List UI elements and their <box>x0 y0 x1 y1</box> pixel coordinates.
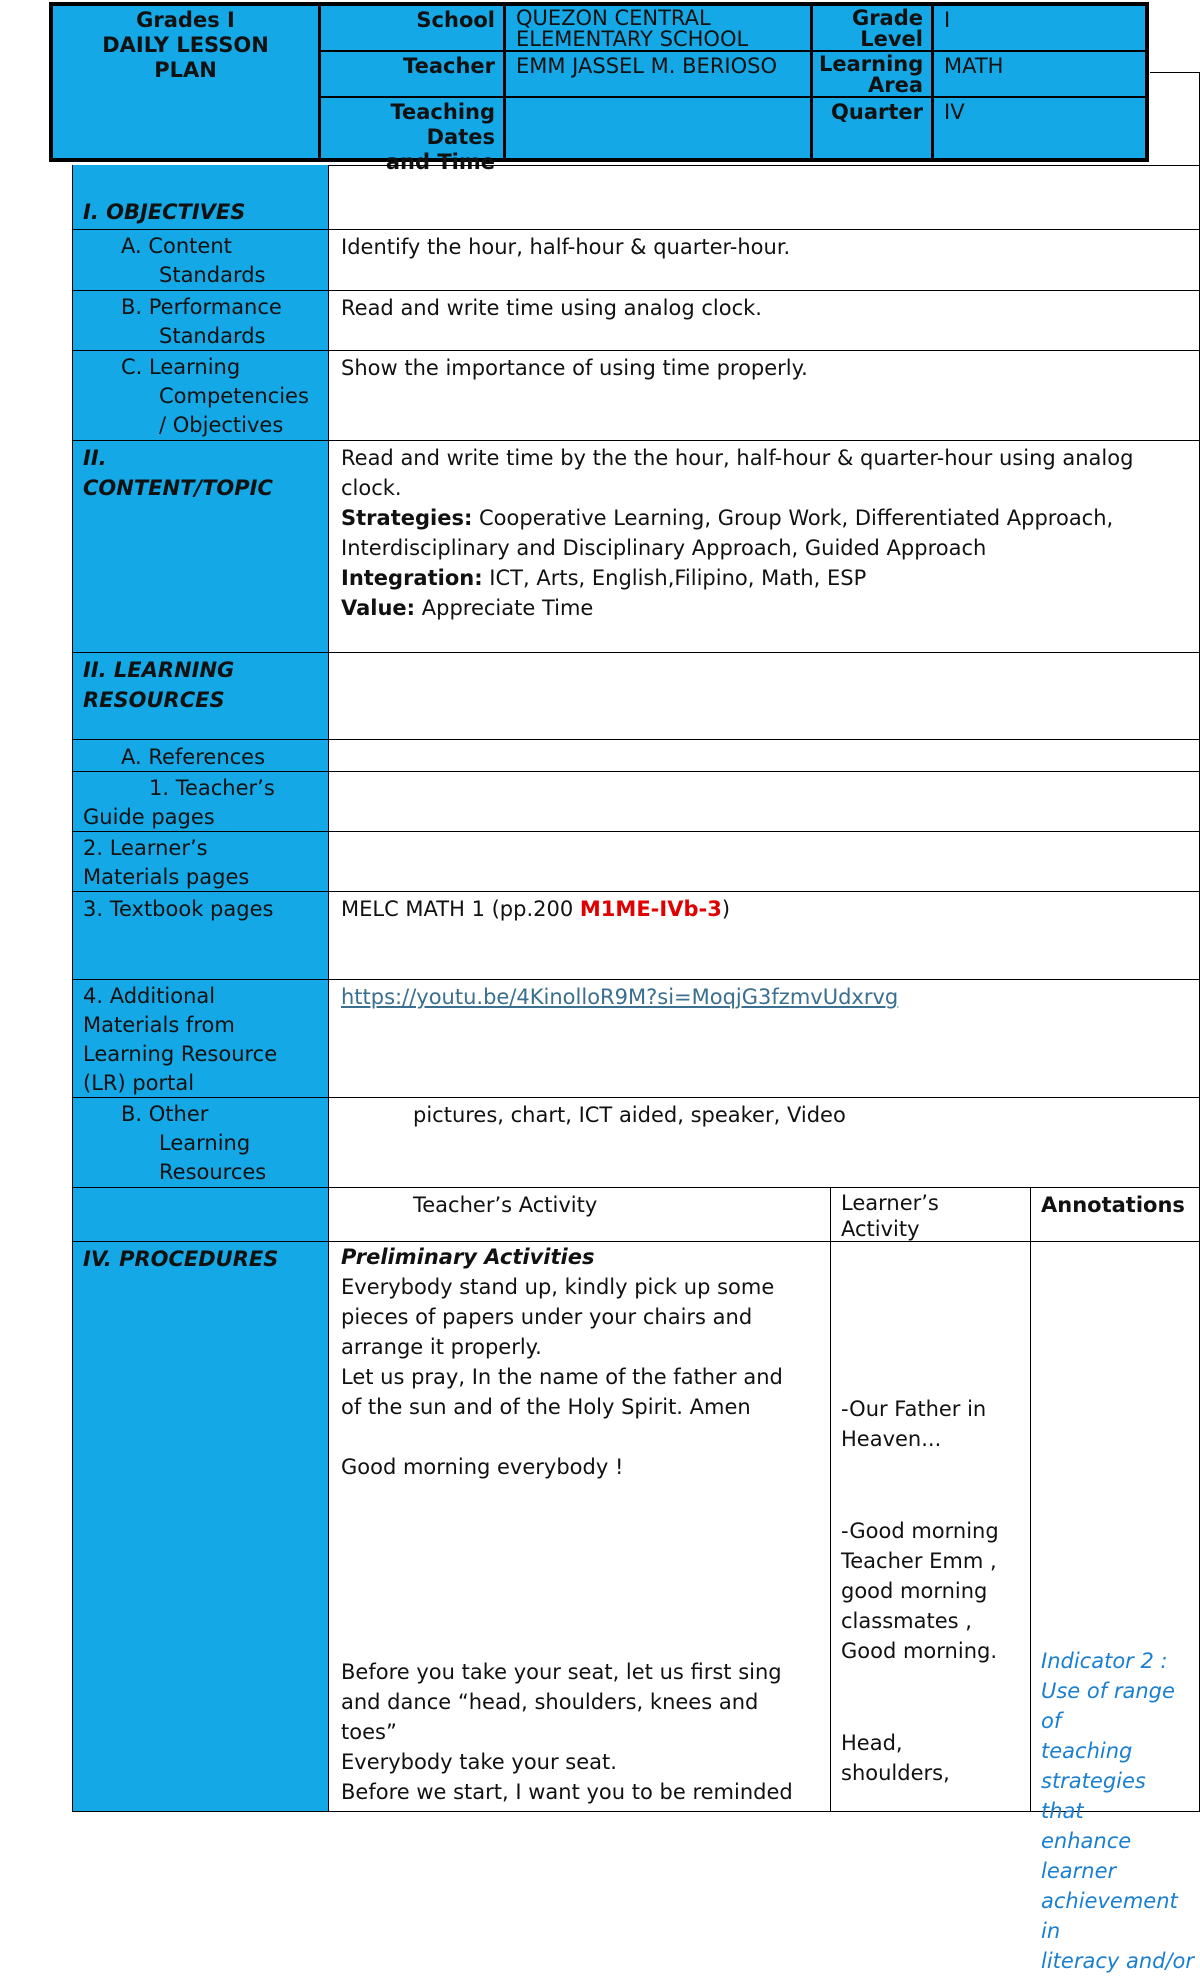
teacher-line-blank <box>341 1422 824 1452</box>
connector-line <box>1150 72 1200 73</box>
textbook-pages-label: 3. Textbook pages <box>72 892 328 980</box>
value-label: Value: <box>341 596 416 620</box>
school-value <box>503 6 810 50</box>
teachers-activity-body <box>328 1242 830 1812</box>
teachers-activity-header: Teacher’s Activity <box>328 1188 830 1242</box>
integration-label: Integration: <box>341 566 483 590</box>
objectives-empty-cell <box>328 165 1200 230</box>
area-label-line-2: Area <box>867 73 923 97</box>
content-standards-value: Identify the hour, half-hour & quarter-hour. <box>328 230 1200 291</box>
strategies-value-1: Cooperative Learning, Group Work, Differentiated Approach, <box>472 506 1114 530</box>
school-label: School <box>318 6 503 50</box>
textbook-code: M1ME-IVb-3 <box>579 897 722 921</box>
tg-label-line-1: 1. Teacher’s <box>149 776 275 800</box>
competencies-label-line-2: Competencies <box>159 384 309 408</box>
other-resources-label <box>72 1098 328 1188</box>
tg-label-line-2: Guide pages <box>83 805 215 829</box>
teacher-line: pieces of papers under your chairs and <box>341 1305 753 1329</box>
content-heading-line-1: II. <box>83 446 107 470</box>
learner-header-line-2: Activity <box>841 1217 920 1241</box>
teacher-value: EMM JASSEL M. BERIOSO <box>503 50 810 96</box>
learner-line: -Our Father in <box>841 1397 987 1421</box>
teacher-line: Good morning everybody ! <box>341 1455 624 1479</box>
strategies-label: Strategies: <box>341 506 473 530</box>
competencies-label <box>72 351 328 441</box>
additional-materials-value <box>328 980 1200 1098</box>
performance-label-line-2: Standards <box>159 324 266 348</box>
learning-area-label <box>810 50 931 96</box>
additional-label-line-2: Materials from <box>83 1013 235 1037</box>
competencies-value: Show the importance of using time properly. <box>328 351 1200 441</box>
preliminary-activities-title: Preliminary Activities <box>341 1245 595 1269</box>
teaching-dates-value <box>503 96 810 158</box>
learner-line: classmates , <box>841 1609 972 1633</box>
additional-materials-label <box>72 980 328 1098</box>
youtube-video-link[interactable]: https://youtu.be/4KinolloR9M?si=MoqjG3fzmvUdxrvg <box>341 985 899 1009</box>
learner-line: Good morning. <box>841 1639 998 1663</box>
teacher-line: Everybody take your seat. <box>341 1750 617 1774</box>
teacher-line: Before we start, I want you to be reminded <box>341 1780 793 1804</box>
annotation-line: teaching <box>1041 1739 1133 1763</box>
teacher-line: Before you take your seat, let us first sing <box>341 1660 782 1684</box>
textbook-suffix: ) <box>721 897 731 921</box>
learning-area-value: MATH <box>931 50 1145 96</box>
value-line <box>341 593 1193 623</box>
learning-resources-empty <box>328 653 1200 740</box>
quarter-value: IV <box>931 96 1145 158</box>
other-label-line-2: Learning <box>159 1131 251 1155</box>
teaching-dates-label <box>318 96 503 174</box>
performance-standards-value: Read and write time using analog clock. <box>328 291 1200 351</box>
title-line-1: Grades I <box>136 8 235 32</box>
annotations-body <box>1030 1242 1200 1973</box>
teacher-label: Teacher <box>318 50 503 96</box>
additional-label-line-4: (LR) portal <box>83 1071 195 1095</box>
learners-materials-empty <box>328 832 1200 892</box>
learner-line: good morning <box>841 1579 988 1603</box>
school-value-line-2: ELEMENTARY SCHOOL <box>516 27 749 51</box>
learner-line: Head, <box>841 1731 903 1755</box>
topic-line-2: clock. <box>341 476 402 500</box>
content-label-line-2: Standards <box>159 263 266 287</box>
title-line-3: PLAN <box>154 58 217 82</box>
teacher-line: and dance “head, shoulders, knees and <box>341 1690 759 1714</box>
teachers-guide-empty <box>328 772 1200 832</box>
learner-line: Teacher Emm , <box>841 1549 997 1573</box>
dates-label-line-1: Teaching Dates <box>390 100 495 149</box>
integration-line <box>341 563 1193 593</box>
additional-label-line-1: 4. Additional <box>83 984 216 1008</box>
area-label-line-1: Learning <box>819 52 924 76</box>
header-table <box>49 2 1149 174</box>
performance-standards-label <box>72 291 328 351</box>
performance-label-line-1: B. Performance <box>121 295 282 319</box>
references-label: A. References <box>72 740 328 772</box>
learners-activity-body <box>830 1242 1030 1812</box>
objectives-heading: I. OBJECTIVES <box>72 165 328 230</box>
lm-label-line-2: Materials pages <box>83 865 250 889</box>
grade-label-line-2: Level <box>860 27 923 51</box>
teacher-line: Everybody stand up, kindly pick up some <box>341 1275 775 1299</box>
strategies-line <box>341 503 1193 533</box>
textbook-pages-value <box>328 892 1200 980</box>
plan-title <box>53 6 318 158</box>
value-value: Appreciate Time <box>415 596 594 620</box>
resources-heading-line-2: RESOURCES <box>83 688 225 712</box>
annotation-line: literacy and/or <box>1041 1949 1195 1973</box>
lm-label-line-1: 2. Learner’s <box>83 836 208 860</box>
grade-level-value: I <box>931 6 1145 50</box>
annotation-line: strategies that <box>1041 1769 1146 1823</box>
references-empty <box>328 740 1200 772</box>
annotation-line: Indicator 2 : <box>1041 1649 1168 1673</box>
textbook-prefix: MELC MATH 1 (pp.200 <box>341 897 580 921</box>
procedures-heading: IV. PROCEDURES <box>72 1242 328 1812</box>
resources-heading-line-1: II. LEARNING <box>83 658 235 682</box>
school-value-line-1: QUEZON CENTRAL <box>516 6 711 30</box>
topic-line-1: Read and write time by the the hour, half-hour & quarter-hour using analog <box>341 446 1134 470</box>
learners-materials-label <box>72 832 328 892</box>
annotations-header: Annotations <box>1030 1188 1200 1242</box>
competencies-label-line-3: / Objectives <box>159 413 284 437</box>
content-heading-line-2: CONTENT/TOPIC <box>83 476 273 500</box>
competencies-label-line-1: C. Learning <box>121 355 241 379</box>
teacher-line: toes” <box>341 1720 397 1744</box>
strategies-value-2: Interdisciplinary and Disciplinary Approach, Guided Approach <box>341 536 987 560</box>
annotation-line: achievement in <box>1041 1889 1178 1943</box>
teacher-line: Let us pray, In the name of the father and <box>341 1365 783 1389</box>
content-standards-label <box>72 230 328 291</box>
other-resources-value: pictures, chart, ICT aided, speaker, Video <box>328 1098 1200 1188</box>
content-topic-value <box>328 441 1200 653</box>
teacher-line: of the sun and of the Holy Spirit. Amen <box>341 1395 751 1419</box>
annotation-line: Use of range of <box>1041 1679 1175 1733</box>
quarter-label: Quarter <box>810 96 931 158</box>
learner-header-line-1: Learner’s <box>841 1191 939 1215</box>
learners-activity-header <box>830 1188 1030 1242</box>
integration-value: ICT, Arts, English,Filipino, Math, ESP <box>482 566 867 590</box>
learner-line: Heaven... <box>841 1427 942 1451</box>
other-label-line-3: Resources <box>159 1160 267 1184</box>
additional-label-line-3: Learning Resource <box>83 1042 278 1066</box>
other-label-line-1: B. Other <box>121 1102 209 1126</box>
grade-label-line-1: Grade <box>851 6 923 30</box>
learning-resources-heading <box>72 653 328 740</box>
learner-line: -Good morning <box>841 1519 999 1543</box>
grade-level-label <box>810 6 931 50</box>
procedures-header-blank <box>72 1188 328 1242</box>
title-line-2: DAILY LESSON <box>102 33 269 57</box>
dates-label-line-2: and Time <box>385 150 495 174</box>
learner-line: shoulders, <box>841 1761 950 1785</box>
teachers-guide-label <box>72 772 328 832</box>
annotation-line: enhance learner <box>1041 1829 1132 1883</box>
content-topic-heading <box>72 441 328 653</box>
content-label-line-1: A. Content <box>121 234 232 258</box>
teacher-line: arrange it properly. <box>341 1335 542 1359</box>
